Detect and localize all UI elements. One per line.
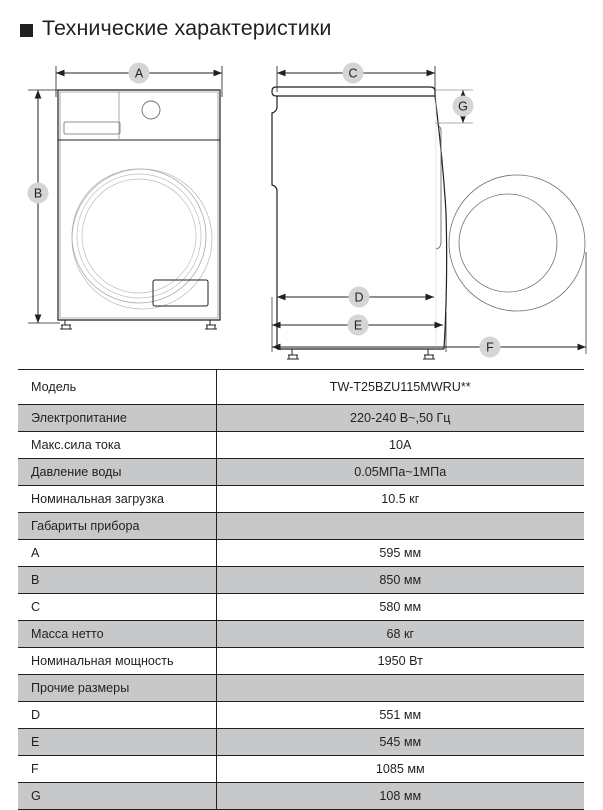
front-door-drum [72,169,212,309]
spec-value-cell: 595 мм [216,540,584,567]
table-row [18,594,584,621]
spec-parameter-cell: Давление воды [18,459,216,486]
specifications-table-body [18,370,584,810]
dimension-label-c: C [348,66,358,81]
dimension-c [277,63,435,97]
spec-parameter-cell: Номинальная мощность [18,648,216,675]
spec-parameter-cell: Масса нетто [18,621,216,648]
spec-value-cell: 108 мм [216,783,584,810]
spec-parameter-cell: Электропитание [18,405,216,432]
table-row [18,405,584,432]
spec-parameter-cell: Номинальная загрузка [18,486,216,513]
spec-value-cell: 580 мм [216,594,584,621]
dimension-diagrams [0,52,603,362]
dimension-label-g: G [458,99,468,114]
spec-parameter-cell: A [18,540,216,567]
dimension-label-b: B [33,186,43,201]
table-row [18,783,584,810]
specifications-table [18,369,584,810]
spec-parameter-cell: C [18,594,216,621]
spec-value-cell: 1085 мм [216,756,584,783]
dimension-label-e: E [353,318,363,333]
dimension-f [272,252,586,358]
spec-value-cell: 545 мм [216,729,584,756]
front-leveling-feet [60,320,217,329]
front-cabinet-outline [58,90,220,320]
detergent-drawer [64,122,120,134]
spec-parameter-cell: F [18,756,216,783]
side-open-door [449,175,585,311]
table-row [18,729,584,756]
filter-access-panel [153,280,208,306]
spec-value-cell: 551 мм [216,702,584,729]
spec-parameter-cell: B [18,567,216,594]
washing-machine-side-view [272,63,586,360]
dimension-label-f: F [486,340,494,355]
table-row [18,567,584,594]
dimension-label-d: D [354,290,364,305]
page-title-text: Технические характеристики [42,16,332,41]
spec-parameter-cell: D [18,702,216,729]
dimension-label-a: A [134,66,144,81]
table-row [18,486,584,513]
table-row [18,648,584,675]
spec-value-cell [216,675,584,702]
washing-machine-front-view [28,63,223,330]
spec-value-cell: 220-240 В~,50 Гц [216,405,584,432]
filled-square-bullet-icon [20,24,33,37]
front-control-panel [58,90,220,140]
spec-value-cell: 1950 Вт [216,648,584,675]
spec-parameter-cell: Модель [18,370,216,405]
table-row [18,540,584,567]
table-row [18,432,584,459]
table-row [18,621,584,648]
spec-value-cell [216,513,584,540]
spec-parameter-cell: Макс.сила тока [18,432,216,459]
table-row [18,370,584,405]
side-cabinet-body [272,96,447,349]
table-row [18,459,584,486]
table-row [18,513,584,540]
spec-value-cell: 0.05МПа~1МПа [216,459,584,486]
table-row [18,702,584,729]
spec-value-cell: 10A [216,432,584,459]
table-row [18,756,584,783]
spec-value-cell: 68 кг [216,621,584,648]
spec-value-cell: 850 мм [216,567,584,594]
dimension-d [277,287,434,308]
control-knob [142,101,160,119]
dimension-g [435,90,474,123]
page-title [20,12,331,46]
dimension-b [28,90,61,323]
side-top-lid [272,87,435,96]
spec-value-cell: 10.5 кг [216,486,584,513]
spec-parameter-cell: Габариты прибора [18,513,216,540]
spec-value-cell: TW-T25BZU115MWRU** [216,370,584,405]
spec-parameter-cell: G [18,783,216,810]
table-row [18,675,584,702]
side-leveling-feet [287,349,435,359]
spec-parameter-cell: E [18,729,216,756]
spec-parameter-cell: Прочие размеры [18,675,216,702]
